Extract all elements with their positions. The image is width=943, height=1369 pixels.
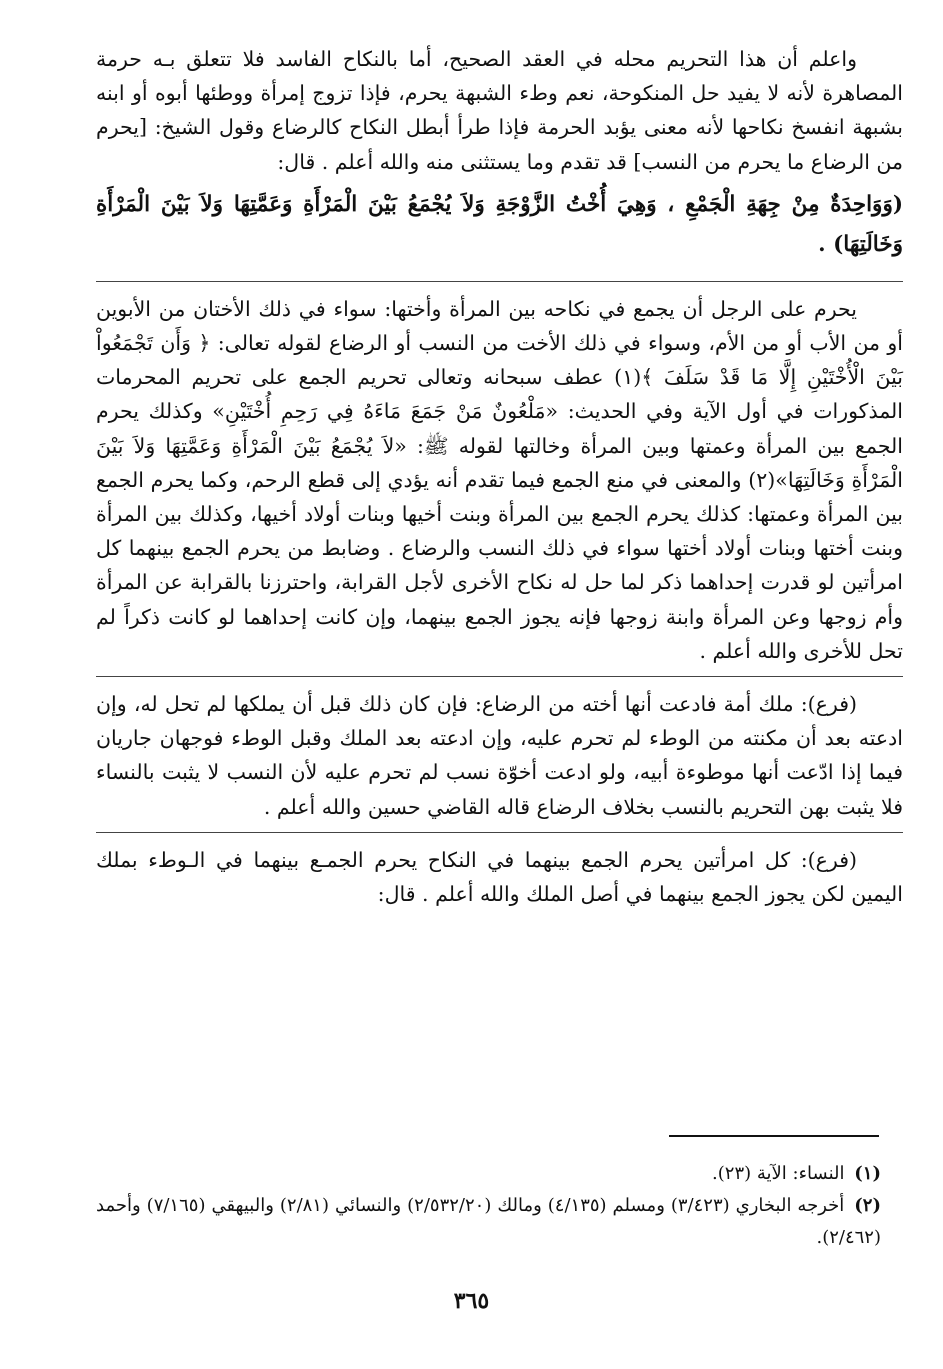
footnote-1: [96, 1158, 881, 1190]
paragraph-commentary: يحرم على الرجل أن يجمع في نكاحه بين المرأة وأختها: سواء في ذلك الأختان من الأبوين أو من الأب أو من الأم، وسواء في ذلك الأخت من النسب أو الرضاع لقوله تعالى: ﴿ وَأَن تَجْمَعُواْ بَيْنَ الْأُخْتَيْنِ إِلَّا مَا قَدْ سَلَفَ ﴾(١) عطف سبحانه وتعالى تحريم الجمع على تحريم المحرمات المذكورات في أول الآية وفي الحديث: «مَلْعُونٌ مَنْ جَمَعَ مَاءَهُ فِي رَحِمِ أُخْتَيْنِ» وكذلك يحرم الجمع بين المرأة وعمتها وبين المرأة وخالتها لقوله ﷺ: «لاَ يُجْمَعُ بَيْنَ الْمَرْأَةِ وَعَمَّتِهَا وَلاَ بَيْنَ الْمَرْأَةِ وَخَالَتِهَا»(٢) والمعنى في منع الجمع فيما تقدم أنه يؤدي إلى قطع الرحم، وكما يحرم الجمع بين المرأة وعمتها: كذلك يحرم الجمع بين المرأة وبنت أخيها وبنات أولاد أخيها، وكذلك بين المرأة وبنت أختها وبنات أولاد أختها سواء في ذلك النسب والرضاع . وضابط من يحرم الجمع بينهما كل امرأتين لو قدرت إحداهما ذكر لما حل له نكاح الأخرى لأجل القرابة، واحترزنا بالقرابة عن المرأة وأم زوجها وعن المرأة وابنة زوجها فإنه يجوز الجمع بينهما، وإن كانت إحداهما لو كانت ذكراً لم تحل للأخرى والله أعلم .: [96, 281, 903, 668]
footnote-number: (٢): [854, 1195, 881, 1216]
paragraph-branch-1: (فرع): ملك أمة فادعت أنها أخته من الرضاع: فإن كان ذلك قبل أن يملكها لم تحل له، وإن ادعته بعد أن مكنته من الوطء لم تحرم عليه، وإن ادعته بعد الملك وقبل الوطء فوجهان جاريان فيما إذا ادّعت أنها موطوءة أبيه، ولو ادعت أخوّة نسب لم تحرم عليه لأن النسب لا يثبت بالنساء فلا يثبت بهن التحريم بالنسب بخلاف الرضاع قاله القاضي حسين والله أعلم .: [96, 676, 903, 824]
footnotes: [96, 1158, 881, 1254]
footnote-text: النساء: الآية (٢٣).: [712, 1163, 845, 1184]
footnote-2: [96, 1190, 881, 1254]
matn-quote: (وَوَاحِدَةٌ مِنْ جِهَةِ الْجَمْعِ ، وَهِيَ أُخْتُ الزَّوْجَةِ وَلاَ يُجْمَعُ بَيْنَ الْمَرْأَةِ وَعَمَّتِهَا وَلاَ بَيْنَ الْمَرْأَةِ وَخَالَتِهَا) .: [96, 191, 903, 257]
footnote-number: (١): [854, 1163, 881, 1184]
footnote-text: أخرجه البخاري (٣/٤٢٣) ومسلم (٤/١٣٥) ومالك (٢/٥٣٢/٢٠) والنسائي (٢/٨١) والبيهقي (٧/١٦٥) وأحمد (٢/٤٦٢).: [96, 1195, 881, 1248]
paragraph-intro: واعلم أن هذا التحريم محله في العقد الصحيح، أما بالنكاح الفاسد فلا تتعلق بـه حرمة المصاهرة لأنه لا يفيد حل المنكوحة، نعم وطء الشبهة يحرم، فإذا تزوج إمرأة ووطئها أبوه أو ابنه بشبهة انفسخ نكاحها لأنه معنى يؤبد الحرمة فإذا طرأ أبطل النكاح كالرضاع وقول الشيخ: [يحرم من الرضاع ما يحرم من النسب] قد تقدم وما يستثنى منه والله أعلم . قال:: [96, 47, 903, 174]
page-number: ٣٦٥: [453, 1288, 490, 1314]
footnote-separator: [669, 1135, 879, 1137]
paragraph-branch-2: (فرع): كل امرأتين يحرم الجمع بينهما في النكاح يحرم الجمـع بينهما في الـوطء بملك اليمين لكن يجوز الجمع بينهما في أصل الملك والله أعلم . قال:: [96, 832, 903, 911]
